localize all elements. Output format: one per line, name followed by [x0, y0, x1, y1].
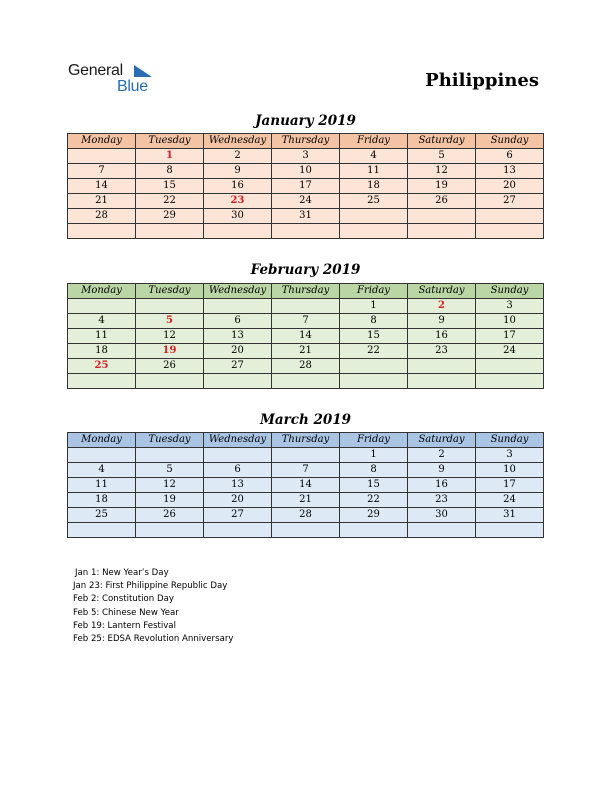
day-cell: 20: [204, 493, 272, 508]
month-title-march: March 2019: [259, 412, 352, 428]
day-cell: 11: [68, 329, 136, 344]
weekday-header: Friday: [340, 433, 408, 448]
day-cell: 30: [408, 508, 476, 523]
empty-day-cell: [68, 299, 136, 314]
day-cell: 5: [136, 314, 204, 329]
week-row: [68, 314, 544, 329]
day-cell: 23: [204, 194, 272, 209]
day-cell: 6: [476, 149, 544, 164]
day-cell: 10: [476, 463, 544, 478]
day-cell: 7: [68, 164, 136, 179]
day-cell: 5: [408, 149, 476, 164]
empty-day-cell: [68, 149, 136, 164]
holiday-note: Feb 25: EDSA Revolution Anniversary: [73, 634, 234, 645]
empty-day-cell: [340, 374, 408, 389]
weekday-header: Friday: [340, 134, 408, 149]
day-cell: 14: [68, 179, 136, 194]
empty-day-cell: [476, 224, 544, 239]
empty-day-cell: [340, 523, 408, 538]
week-row: [68, 344, 544, 359]
weekday-header: Friday: [340, 284, 408, 299]
calendar-january: [67, 133, 544, 239]
weekday-header: Monday: [68, 284, 136, 299]
weekday-header-row: [68, 284, 544, 299]
empty-day-cell: [272, 299, 340, 314]
day-cell: 25: [68, 508, 136, 523]
holiday-notes: [73, 567, 233, 646]
day-cell: 12: [136, 478, 204, 493]
weekday-header: Sunday: [476, 134, 544, 149]
empty-day-cell: [204, 299, 272, 314]
logo: [68, 62, 168, 96]
empty-day-cell: [204, 448, 272, 463]
day-cell: 3: [476, 299, 544, 314]
empty-day-cell: [476, 374, 544, 389]
week-row: [68, 149, 544, 164]
day-cell: 4: [68, 463, 136, 478]
day-cell: 29: [136, 209, 204, 224]
day-cell: 24: [476, 344, 544, 359]
day-cell: 13: [476, 164, 544, 179]
day-cell: 1: [340, 299, 408, 314]
day-cell: 9: [204, 164, 272, 179]
day-cell: 9: [408, 463, 476, 478]
empty-day-cell: [476, 523, 544, 538]
empty-day-cell: [408, 224, 476, 239]
empty-day-cell: [272, 523, 340, 538]
logo-text-general: General: [68, 62, 123, 79]
week-row: [68, 359, 544, 374]
week-row: [68, 194, 544, 209]
week-row: [68, 493, 544, 508]
empty-day-cell: [204, 523, 272, 538]
holiday-note: Jan 23: First Philippine Republic Day: [73, 581, 228, 592]
day-cell: 12: [408, 164, 476, 179]
day-cell: 28: [272, 359, 340, 374]
day-cell: 21: [272, 493, 340, 508]
day-cell: 2: [408, 299, 476, 314]
day-cell: 30: [204, 209, 272, 224]
empty-day-cell: [408, 523, 476, 538]
day-cell: 18: [340, 179, 408, 194]
weekday-header-row: [68, 433, 544, 448]
day-cell: 27: [476, 194, 544, 209]
day-cell: 14: [272, 478, 340, 493]
day-cell: 7: [272, 463, 340, 478]
day-cell: 25: [340, 194, 408, 209]
day-cell: 19: [136, 493, 204, 508]
holiday-note: Feb 5: Chinese New Year: [73, 607, 179, 618]
weekday-header: Wednesday: [204, 134, 272, 149]
weekday-header: Tuesday: [136, 284, 204, 299]
day-cell: 24: [476, 493, 544, 508]
empty-day-cell: [272, 374, 340, 389]
calendar-march: [67, 432, 544, 538]
weekday-header: Saturday: [408, 284, 476, 299]
week-row: [68, 179, 544, 194]
weekday-header: Sunday: [476, 284, 544, 299]
day-cell: 10: [476, 314, 544, 329]
day-cell: 21: [68, 194, 136, 209]
day-cell: 11: [340, 164, 408, 179]
day-cell: 8: [340, 314, 408, 329]
empty-day-cell: [136, 374, 204, 389]
week-row: [68, 299, 544, 314]
weekday-header-row: [68, 134, 544, 149]
day-cell: 10: [272, 164, 340, 179]
day-cell: 1: [136, 149, 204, 164]
day-cell: 17: [476, 329, 544, 344]
day-cell: 20: [204, 344, 272, 359]
weekday-header: Thursday: [272, 433, 340, 448]
logo-text-blue: Blue: [117, 78, 148, 95]
country-title: Philippines: [425, 70, 539, 91]
calendar-february: [67, 283, 544, 389]
day-cell: 15: [136, 179, 204, 194]
empty-day-cell: [340, 359, 408, 374]
day-cell: 22: [340, 344, 408, 359]
day-cell: 13: [204, 329, 272, 344]
week-row: [68, 164, 544, 179]
day-cell: 18: [68, 493, 136, 508]
empty-day-cell: [68, 374, 136, 389]
weekday-header: Saturday: [408, 433, 476, 448]
week-row: [68, 329, 544, 344]
week-row: [68, 448, 544, 463]
day-cell: 15: [340, 478, 408, 493]
day-cell: 17: [476, 478, 544, 493]
day-cell: 17: [272, 179, 340, 194]
empty-day-cell: [272, 224, 340, 239]
day-cell: 19: [408, 179, 476, 194]
day-cell: 26: [136, 508, 204, 523]
weekday-header: Thursday: [272, 284, 340, 299]
empty-day-cell: [136, 224, 204, 239]
day-cell: 3: [272, 149, 340, 164]
holiday-note: Feb 19: Lantern Festival: [73, 620, 176, 631]
weekday-header: Wednesday: [204, 284, 272, 299]
week-row: [68, 523, 544, 538]
day-cell: 21: [272, 344, 340, 359]
day-cell: 25: [68, 359, 136, 374]
day-cell: 6: [204, 463, 272, 478]
empty-day-cell: [408, 359, 476, 374]
day-cell: 26: [408, 194, 476, 209]
day-cell: 15: [340, 329, 408, 344]
weekday-header: Monday: [68, 134, 136, 149]
day-cell: 16: [408, 329, 476, 344]
holiday-note: Jan 1: New Year’s Day: [75, 568, 169, 578]
weekday-header: Saturday: [408, 134, 476, 149]
day-cell: 4: [340, 149, 408, 164]
day-cell: 11: [68, 478, 136, 493]
empty-day-cell: [136, 523, 204, 538]
day-cell: 16: [204, 179, 272, 194]
day-cell: 4: [68, 314, 136, 329]
day-cell: 31: [476, 508, 544, 523]
week-row: [68, 508, 544, 523]
day-cell: 13: [204, 478, 272, 493]
empty-day-cell: [408, 209, 476, 224]
empty-day-cell: [340, 209, 408, 224]
week-row: [68, 478, 544, 493]
day-cell: 8: [136, 164, 204, 179]
weekday-header: Sunday: [476, 433, 544, 448]
empty-day-cell: [68, 224, 136, 239]
empty-day-cell: [476, 359, 544, 374]
logo-flag-icon: [133, 64, 153, 78]
empty-day-cell: [68, 523, 136, 538]
weekday-header: Tuesday: [136, 433, 204, 448]
day-cell: 12: [136, 329, 204, 344]
day-cell: 23: [408, 344, 476, 359]
week-row: [68, 374, 544, 389]
day-cell: 28: [68, 209, 136, 224]
day-cell: 16: [408, 478, 476, 493]
week-row: [68, 463, 544, 478]
day-cell: 3: [476, 448, 544, 463]
empty-day-cell: [272, 448, 340, 463]
day-cell: 29: [340, 508, 408, 523]
day-cell: 9: [408, 314, 476, 329]
day-cell: 26: [136, 359, 204, 374]
day-cell: 20: [476, 179, 544, 194]
month-title-january: January 2019: [255, 113, 356, 129]
day-cell: 8: [340, 463, 408, 478]
weekday-header: Thursday: [272, 134, 340, 149]
day-cell: 27: [204, 359, 272, 374]
day-cell: 14: [272, 329, 340, 344]
empty-day-cell: [340, 224, 408, 239]
day-cell: 28: [272, 508, 340, 523]
empty-day-cell: [204, 374, 272, 389]
weekday-header: Monday: [68, 433, 136, 448]
day-cell: 2: [204, 149, 272, 164]
empty-day-cell: [136, 448, 204, 463]
empty-day-cell: [408, 374, 476, 389]
day-cell: 23: [408, 493, 476, 508]
empty-day-cell: [476, 209, 544, 224]
month-title-february: February 2019: [250, 262, 361, 278]
empty-day-cell: [136, 299, 204, 314]
day-cell: 27: [204, 508, 272, 523]
day-cell: 2: [408, 448, 476, 463]
day-cell: 18: [68, 344, 136, 359]
empty-day-cell: [204, 224, 272, 239]
day-cell: 7: [272, 314, 340, 329]
week-row: [68, 209, 544, 224]
day-cell: 5: [136, 463, 204, 478]
weekday-header: Wednesday: [204, 433, 272, 448]
day-cell: 19: [136, 344, 204, 359]
day-cell: 22: [136, 194, 204, 209]
week-row: [68, 224, 544, 239]
day-cell: 1: [340, 448, 408, 463]
empty-day-cell: [68, 448, 136, 463]
day-cell: 24: [272, 194, 340, 209]
day-cell: 22: [340, 493, 408, 508]
weekday-header: Tuesday: [136, 134, 204, 149]
day-cell: 6: [204, 314, 272, 329]
holiday-note: Feb 2: Constitution Day: [73, 594, 174, 605]
day-cell: 31: [272, 209, 340, 224]
